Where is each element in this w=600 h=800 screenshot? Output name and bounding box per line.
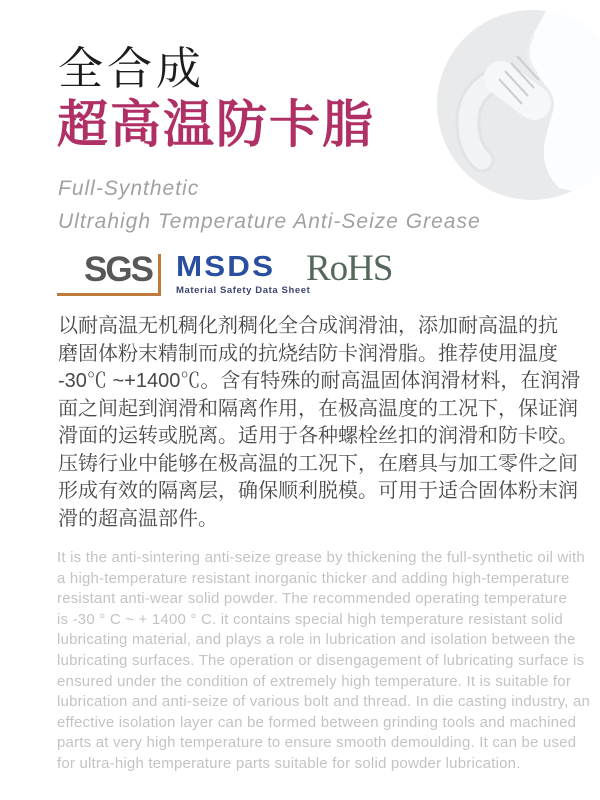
sgs-logo xyxy=(62,252,162,296)
text-line: It is the anti-sintering anti-seize grease by thickening the full-synthetic oil with xyxy=(57,549,585,566)
product-title-chinese: 全合成 xyxy=(58,43,206,94)
text-line: lubricating material, and plays a role in lubrication and isolation between the xyxy=(57,631,576,649)
subtitle-line-2: Ultrahigh Temperature Anti-Seize Grease xyxy=(58,210,481,233)
msds-logo-text: MSDS xyxy=(176,251,276,283)
text-line: 面之间起到润滑和隔离作用，在极高温度的工况下，保证润 xyxy=(58,397,578,420)
certification-logos xyxy=(0,248,600,308)
text-line: for ultra-high temperature parts suitable for solid powder lubrication. xyxy=(57,754,521,772)
msds-logo-subtext: Material Safety Data Sheet xyxy=(176,285,311,296)
text-line: lubrication and anti-seize of various bolt and thread. In die casting industry, an xyxy=(57,693,591,711)
text-line: parts at very high temperature to ensure smooth demoulding. It can be used xyxy=(57,734,577,752)
text-line: 磨固体粉末精制而成的抗烧结防卡润滑脂。推荐使用温度 xyxy=(58,342,558,365)
text-line: -30℃ ~+1400℃。含有特殊的耐高温固体润滑材料，在润滑 xyxy=(58,370,581,392)
text-line: is -30 ° C ~ + 1400 ° C. it contains special high temperature resistant solid xyxy=(57,610,563,628)
text-line: 压铸行业中能够在极高温的工况下，在磨具与加工零件之间 xyxy=(58,452,578,475)
text-line: lubricating surfaces. The operation or disengagement of lubricating surface is xyxy=(57,651,585,669)
text-line: ensured under the condition of extremely high temperature. It is suitable for xyxy=(57,672,572,690)
rohs-logo: RoHS xyxy=(306,248,393,289)
sgs-underline xyxy=(57,293,161,296)
text-line: 滑面的运转或脱离。适用于各种螺栓丝扣的润滑和防卡咬。 xyxy=(58,425,578,447)
text-line: resistant anti-wear solid powder. The recommended operating temperature xyxy=(57,590,568,608)
text-line: effective isolation layer can be formed between grinding tools and machined xyxy=(57,713,577,731)
product-title-english xyxy=(58,172,481,238)
description-chinese xyxy=(58,313,581,533)
sgs-sideline xyxy=(158,254,161,296)
text-line: 形成有效的隔离层，确保顺利脱模。可用于适合固体粉末润 xyxy=(58,480,578,502)
text-line: 以耐高温无机稠化剂稠化全合成润滑油，添加耐高温的抗 xyxy=(58,315,558,337)
description-english xyxy=(57,548,591,775)
subtitle-line-1: Full-Synthetic xyxy=(58,177,200,200)
text-line: 滑的超高温部件。 xyxy=(58,507,218,530)
text-line: a high-temperature resistant inorganic thicker and adding high-temperature xyxy=(57,569,570,587)
product-subtitle-chinese: 超高温防卡脂 xyxy=(57,96,376,153)
sgs-logo-text: SGS xyxy=(84,250,152,289)
